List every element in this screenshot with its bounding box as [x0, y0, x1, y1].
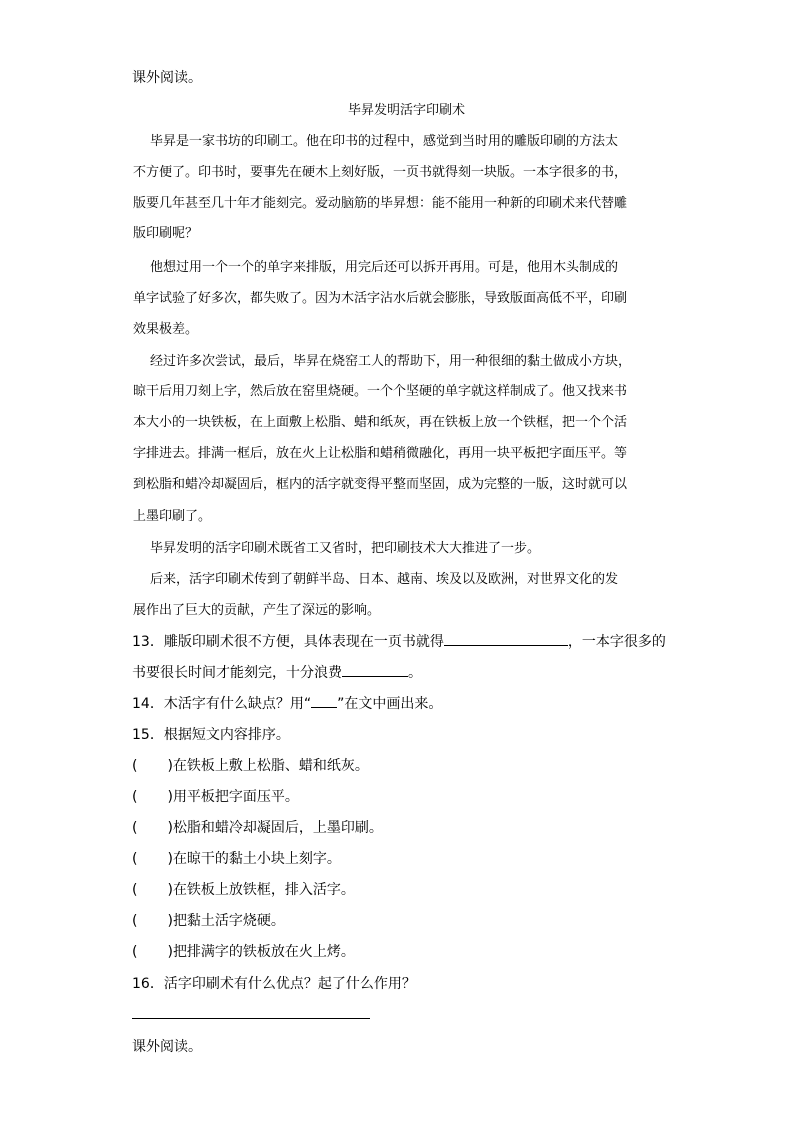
question-13-text: 书要很长时间才能刻完，十分浪费 [132, 665, 342, 681]
passage-line: 后来，活字印刷术传到了朝鲜半岛、日本、越南、埃及以及欧洲，对世界文化的发 [150, 572, 619, 587]
order-item [132, 848, 341, 868]
order-paren-close: ) [167, 758, 173, 774]
order-paren-open: ( [132, 913, 138, 929]
order-item-text: 松脂和蜡冷却凝固后，上墨印刷。 [172, 820, 383, 836]
passage-line: 到松脂和蜡冷却凝固后，框内的活字就变得平整而坚固，成为完整的一版，这时就可以 [133, 477, 628, 492]
question-13-text: 13．雕版印刷术很不方便，具体表现在一页书就得 [132, 634, 444, 650]
question-14-text: ”在文中画出来。 [337, 696, 443, 712]
question-14 [132, 693, 442, 713]
passage-line: 字排进去。排满一框后，放在火上让松脂和蜡稍微融化，再用一块平板把字面压平。等 [133, 446, 628, 461]
section-heading: 课外阅读。 [132, 70, 202, 86]
order-item-text: 在铁板上放铁框，排入活字。 [172, 882, 355, 898]
order-paren-open: ( [132, 758, 138, 774]
passage-line: 单字试验了好多次，都失败了。因为木活字沾水后就会膨胀，导致版面高低不平，印刷 [133, 291, 628, 306]
passage-line: 经过许多次尝试，最后，毕昇在烧窑工人的帮助下，用一种很细的黏土做成小方块， [150, 354, 632, 369]
order-paren-close: ) [167, 820, 173, 836]
passage-line: 展作出了巨大的贡献，产生了深远的影响。 [133, 603, 381, 618]
passage-line: 本大小的一块铁板，在上面敷上松脂、蜡和纸灰，再在铁板上放一个铁框，把一个个活 [133, 415, 628, 430]
passage-line: 不方便了。印书时，要事先在硬木上刻好版，一页书就得刻一块版。一本字很多的书， [133, 165, 628, 180]
question-14-blank[interactable] [311, 693, 337, 708]
question-16: 16．活字印刷术有什么优点？起了什么作用？ [132, 976, 416, 992]
order-item-text: 把排满字的铁板放在火上烤。 [172, 944, 355, 960]
order-paren-open: ( [132, 882, 138, 898]
order-item [132, 941, 355, 961]
question-13-blank-2[interactable] [342, 662, 408, 677]
question-13-blank-1[interactable] [444, 631, 568, 646]
passage-line: 晾干后用刀刻上字，然后放在窑里烧硬。一个个坚硬的单字就这样制成了。他又找来书 [133, 384, 628, 399]
order-item [132, 817, 383, 837]
order-item-text: 在晾干的黏土小块上刻字。 [172, 851, 341, 867]
order-item [132, 786, 299, 806]
question-14-text: 14．木活字有什么缺点？用“ [132, 696, 312, 712]
order-item-text: 在铁板上敷上松脂、蜡和纸灰。 [172, 758, 369, 774]
passage-line: 毕昇发明的活字印刷术既省工又省时，把印刷技术大大推进了一步。 [150, 541, 541, 556]
passage-title: 毕昇发明活字印刷术 [348, 103, 466, 118]
order-paren-open: ( [132, 944, 138, 960]
passage-line: 效果极差。 [133, 322, 199, 337]
passage-line: 上墨印刷了。 [133, 509, 212, 524]
order-paren-open: ( [132, 851, 138, 867]
passage-line: 毕昇是一家书坊的印刷工。他在印书的过程中，感觉到当时用的雕版印刷的方法太 [150, 134, 619, 149]
question-15-stem: 15．根据短文内容排序。 [132, 727, 290, 743]
section-heading: 课外阅读。 [132, 1039, 202, 1055]
question-13-line1 [132, 631, 666, 651]
order-item [132, 910, 285, 930]
order-item [132, 755, 369, 775]
order-item-text: 把黏土活字烧硬。 [172, 913, 285, 929]
order-item [132, 879, 355, 899]
question-13-text: ，一本字很多的 [567, 634, 666, 650]
order-paren-close: ) [167, 944, 173, 960]
answer-line[interactable] [132, 1018, 370, 1019]
order-paren-close: ) [167, 882, 173, 898]
passage-line: 版印刷呢？ [133, 226, 199, 241]
question-13-text: 。 [408, 665, 422, 681]
question-13-line2 [132, 662, 422, 682]
order-item-text: 用平板把字面压平。 [172, 789, 299, 805]
order-paren-open: ( [132, 820, 138, 836]
passage-line: 版要几年甚至几十年才能刻完。爱动脑筋的毕昇想：能不能用一种新的印刷术来代替雕 [133, 196, 628, 211]
order-paren-open: ( [132, 789, 138, 805]
order-paren-close: ) [167, 913, 173, 929]
order-paren-close: ) [167, 851, 173, 867]
passage-line: 他想过用一个一个的单字来排版，用完后还可以拆开再用。可是，他用木头制成的 [150, 260, 619, 275]
order-paren-close: ) [167, 789, 173, 805]
